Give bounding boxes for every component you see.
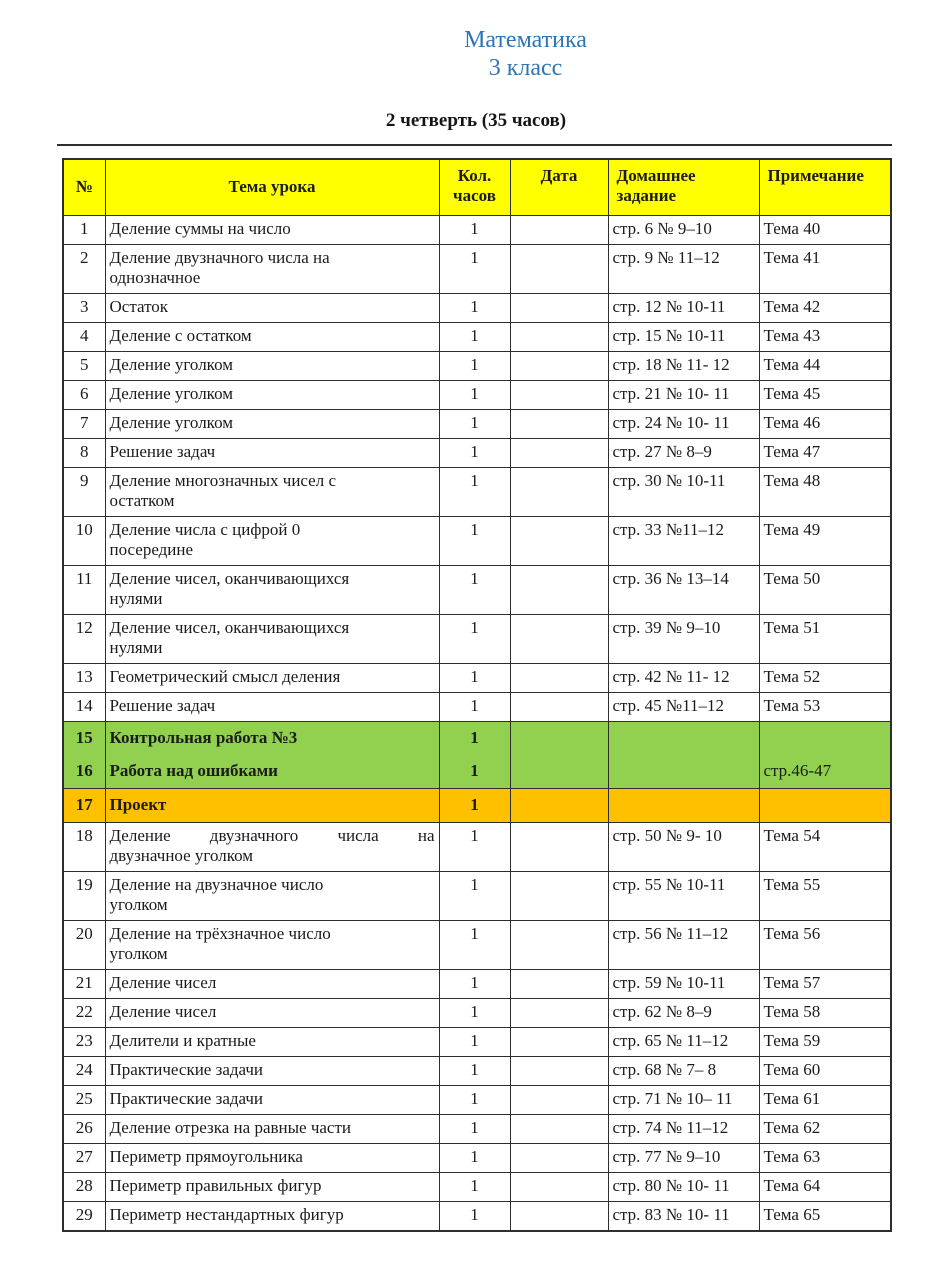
homework-cell: стр. 36 № 13–14 <box>608 565 759 614</box>
lesson-number-cell: 7 <box>63 409 105 438</box>
hours-cell: 1 <box>439 822 510 871</box>
note-cell: Тема 64 <box>759 1172 891 1201</box>
lesson-topic-cell: Деление чисел, оканчивающихся нулями <box>105 565 439 614</box>
hours-cell: 1 <box>439 351 510 380</box>
col-header-date: Дата <box>510 159 608 216</box>
table-row <box>63 1143 891 1172</box>
date-cell <box>510 467 608 516</box>
table-row <box>63 293 891 322</box>
lesson-number-cell: 4 <box>63 322 105 351</box>
homework-cell: стр. 27 № 8–9 <box>608 438 759 467</box>
lesson-topic-cell: Контрольная работа №3 <box>105 721 439 755</box>
hours-cell: 1 <box>439 692 510 721</box>
table-row <box>63 822 891 871</box>
date-cell <box>510 692 608 721</box>
hours-cell: 1 <box>439 1085 510 1114</box>
lesson-topic-cell: Деление многозначных чисел с остатком <box>105 467 439 516</box>
lesson-number-cell: 22 <box>63 998 105 1027</box>
date-cell <box>510 1201 608 1231</box>
date-cell <box>510 1085 608 1114</box>
homework-cell: стр. 83 № 10- 11 <box>608 1201 759 1231</box>
hours-cell: 1 <box>439 565 510 614</box>
hours-cell: 1 <box>439 788 510 822</box>
date-cell <box>510 565 608 614</box>
lesson-topic-cell: Делители и кратные <box>105 1027 439 1056</box>
lesson-plan-table <box>62 158 892 1232</box>
table-row <box>63 244 891 293</box>
lesson-number-cell: 23 <box>63 1027 105 1056</box>
date-cell <box>510 215 608 244</box>
homework-cell: стр. 45 №11–12 <box>608 692 759 721</box>
date-cell <box>510 788 608 822</box>
hours-cell: 1 <box>439 663 510 692</box>
lesson-number-cell: 9 <box>63 467 105 516</box>
lesson-topic-cell: Практические задачи <box>105 1056 439 1085</box>
lesson-topic-cell: Решение задач <box>105 438 439 467</box>
note-cell: Тема 49 <box>759 516 891 565</box>
homework-cell: стр. 33 №11–12 <box>608 516 759 565</box>
homework-cell: стр. 39 № 9–10 <box>608 614 759 663</box>
col-header-number: № <box>63 159 105 216</box>
date-cell <box>510 663 608 692</box>
hours-cell: 1 <box>439 244 510 293</box>
lesson-topic-cell: Деление уголком <box>105 380 439 409</box>
doc-title-grade: 3 класс <box>488 54 563 81</box>
note-cell: Тема 51 <box>759 614 891 663</box>
note-cell: Тема 52 <box>759 663 891 692</box>
homework-cell <box>608 721 759 755</box>
homework-cell: стр. 21 № 10- 11 <box>608 380 759 409</box>
date-cell <box>510 755 608 789</box>
doc-subtitle-quarter: 2 четверть (35 часов) <box>385 109 567 131</box>
lesson-topic-cell: Деление двузначного числа на однозначное <box>105 244 439 293</box>
note-cell: Тема 42 <box>759 293 891 322</box>
note-cell: Тема 62 <box>759 1114 891 1143</box>
lesson-topic-cell: Геометрический смысл деления <box>105 663 439 692</box>
homework-cell: стр. 6 № 9–10 <box>608 215 759 244</box>
lesson-number-cell: 13 <box>63 663 105 692</box>
hours-cell: 1 <box>439 1201 510 1231</box>
date-cell <box>510 438 608 467</box>
lesson-number-cell: 6 <box>63 380 105 409</box>
date-cell <box>510 721 608 755</box>
homework-cell: стр. 65 № 11–12 <box>608 1027 759 1056</box>
lesson-topic-cell: Деление на трёхзначное число уголком <box>105 920 439 969</box>
table-row <box>63 1201 891 1231</box>
hours-cell: 1 <box>439 516 510 565</box>
hours-cell: 1 <box>439 920 510 969</box>
date-cell <box>510 1172 608 1201</box>
table-row <box>63 614 891 663</box>
homework-cell: стр. 9 № 11–12 <box>608 244 759 293</box>
lesson-topic-cell: Деление двузначного числа на двузначное уголком <box>105 822 439 871</box>
date-cell <box>510 516 608 565</box>
note-cell: Тема 57 <box>759 969 891 998</box>
note-cell: Тема 56 <box>759 920 891 969</box>
note-cell <box>759 721 891 755</box>
date-cell <box>510 614 608 663</box>
hours-cell: 1 <box>439 1027 510 1056</box>
hours-cell: 1 <box>439 409 510 438</box>
note-cell: Тема 58 <box>759 998 891 1027</box>
homework-cell: стр. 24 № 10- 11 <box>608 409 759 438</box>
homework-cell: стр. 59 № 10-11 <box>608 969 759 998</box>
table-row <box>63 467 891 516</box>
date-cell <box>510 1027 608 1056</box>
lesson-number-cell: 21 <box>63 969 105 998</box>
hours-cell: 1 <box>439 215 510 244</box>
lesson-number-cell: 12 <box>63 614 105 663</box>
note-cell: Тема 46 <box>759 409 891 438</box>
lesson-number-cell: 17 <box>63 788 105 822</box>
note-cell: Тема 60 <box>759 1056 891 1085</box>
lesson-number-cell: 27 <box>63 1143 105 1172</box>
lesson-topic-cell: Остаток <box>105 293 439 322</box>
note-cell: Тема 47 <box>759 438 891 467</box>
lesson-number-cell: 18 <box>63 822 105 871</box>
hours-cell: 1 <box>439 969 510 998</box>
table-row <box>63 788 891 822</box>
homework-cell: стр. 80 № 10- 11 <box>608 1172 759 1201</box>
lesson-topic-cell: Деление уголком <box>105 351 439 380</box>
hours-cell: 1 <box>439 721 510 755</box>
lesson-number-cell: 11 <box>63 565 105 614</box>
note-cell: Тема 54 <box>759 822 891 871</box>
table-row <box>63 663 891 692</box>
homework-cell: стр. 50 № 9- 10 <box>608 822 759 871</box>
table-row <box>63 322 891 351</box>
date-cell <box>510 871 608 920</box>
table-row <box>63 409 891 438</box>
table-body <box>63 215 891 1231</box>
doc-title-subject: Математика <box>464 27 587 53</box>
col-header-hours: Кол. часов <box>439 159 510 216</box>
table-row <box>63 516 891 565</box>
date-cell <box>510 1056 608 1085</box>
table-row <box>63 998 891 1027</box>
table-row <box>63 721 891 755</box>
lesson-topic-cell: Деление чисел <box>105 969 439 998</box>
document-page <box>0 27 941 1280</box>
lesson-topic-cell: Периметр правильных фигур <box>105 1172 439 1201</box>
lesson-number-cell: 5 <box>63 351 105 380</box>
homework-cell: стр. 62 № 8–9 <box>608 998 759 1027</box>
hours-cell: 1 <box>439 755 510 789</box>
note-cell: стр.46-47 <box>759 755 891 789</box>
lesson-number-cell: 2 <box>63 244 105 293</box>
homework-cell: стр. 74 № 11–12 <box>608 1114 759 1143</box>
col-header-homework: Домашнее задание <box>608 159 759 216</box>
lesson-number-cell: 19 <box>63 871 105 920</box>
col-header-note: Примечание <box>759 159 891 216</box>
lesson-topic-cell: Периметр прямоугольника <box>105 1143 439 1172</box>
note-cell: Тема 40 <box>759 215 891 244</box>
homework-cell: стр. 55 № 10-11 <box>608 871 759 920</box>
table-header-row <box>63 159 891 216</box>
lesson-number-cell: 25 <box>63 1085 105 1114</box>
hours-cell: 1 <box>439 1172 510 1201</box>
date-cell <box>510 998 608 1027</box>
date-cell <box>510 244 608 293</box>
date-cell <box>510 1114 608 1143</box>
table-top-rule <box>57 144 892 146</box>
hours-cell: 1 <box>439 1143 510 1172</box>
homework-cell: стр. 71 № 10– 11 <box>608 1085 759 1114</box>
lesson-topic-cell: Деление числа с цифрой 0 посередине <box>105 516 439 565</box>
date-cell <box>510 920 608 969</box>
note-cell: Тема 59 <box>759 1027 891 1056</box>
hours-cell: 1 <box>439 293 510 322</box>
homework-cell: стр. 77 № 9–10 <box>608 1143 759 1172</box>
table-row <box>63 215 891 244</box>
hours-cell: 1 <box>439 467 510 516</box>
date-cell <box>510 293 608 322</box>
col-header-topic: Тема урока <box>105 159 439 216</box>
table-row <box>63 920 891 969</box>
lesson-topic-cell: Деление чисел <box>105 998 439 1027</box>
lesson-topic-cell: Деление на двузначное число уголком <box>105 871 439 920</box>
table-row <box>63 380 891 409</box>
date-cell <box>510 351 608 380</box>
lesson-number-cell: 20 <box>63 920 105 969</box>
table-row <box>63 1172 891 1201</box>
homework-cell: стр. 56 № 11–12 <box>608 920 759 969</box>
table-row <box>63 692 891 721</box>
note-cell <box>759 788 891 822</box>
date-cell <box>510 1143 608 1172</box>
hours-cell: 1 <box>439 998 510 1027</box>
note-cell: Тема 55 <box>759 871 891 920</box>
date-cell <box>510 969 608 998</box>
hours-cell: 1 <box>439 322 510 351</box>
date-cell <box>510 822 608 871</box>
lesson-topic-cell: Деление уголком <box>105 409 439 438</box>
lesson-topic-cell: Деление с остатком <box>105 322 439 351</box>
table-row <box>63 438 891 467</box>
table-row <box>63 1114 891 1143</box>
homework-cell: стр. 18 № 11- 12 <box>608 351 759 380</box>
date-cell <box>510 380 608 409</box>
hours-cell: 1 <box>439 1056 510 1085</box>
note-cell: Тема 44 <box>759 351 891 380</box>
note-cell: Тема 65 <box>759 1201 891 1231</box>
homework-cell: стр. 68 № 7– 8 <box>608 1056 759 1085</box>
lesson-topic-cell: Работа над ошибками <box>105 755 439 789</box>
table-row <box>63 871 891 920</box>
table-row <box>63 1085 891 1114</box>
hours-cell: 1 <box>439 380 510 409</box>
hours-cell: 1 <box>439 614 510 663</box>
note-cell: Тема 53 <box>759 692 891 721</box>
note-cell: Тема 48 <box>759 467 891 516</box>
lesson-topic-cell: Практические задачи <box>105 1085 439 1114</box>
homework-cell <box>608 755 759 789</box>
note-cell: Тема 45 <box>759 380 891 409</box>
date-cell <box>510 409 608 438</box>
homework-cell: стр. 12 № 10-11 <box>608 293 759 322</box>
hours-cell: 1 <box>439 438 510 467</box>
table-row <box>63 1056 891 1085</box>
lesson-number-cell: 14 <box>63 692 105 721</box>
homework-cell: стр. 42 № 11- 12 <box>608 663 759 692</box>
homework-cell <box>608 788 759 822</box>
lesson-topic-cell: Деление суммы на число <box>105 215 439 244</box>
homework-cell: стр. 15 № 10-11 <box>608 322 759 351</box>
note-cell: Тема 61 <box>759 1085 891 1114</box>
doc-title <box>55 27 941 83</box>
homework-cell: стр. 30 № 10-11 <box>608 467 759 516</box>
note-cell: Тема 50 <box>759 565 891 614</box>
lesson-topic-cell: Деление отрезка на равные части <box>105 1114 439 1143</box>
lesson-number-cell: 28 <box>63 1172 105 1201</box>
hours-cell: 1 <box>439 1114 510 1143</box>
hours-cell: 1 <box>439 871 510 920</box>
lesson-number-cell: 8 <box>63 438 105 467</box>
table-row <box>63 1027 891 1056</box>
table-row <box>63 565 891 614</box>
lesson-number-cell: 29 <box>63 1201 105 1231</box>
date-cell <box>510 322 608 351</box>
lesson-number-cell: 3 <box>63 293 105 322</box>
lesson-number-cell: 24 <box>63 1056 105 1085</box>
lesson-topic-cell: Проект <box>105 788 439 822</box>
table-row <box>63 755 891 789</box>
lesson-topic-cell: Деление чисел, оканчивающихся нулями <box>105 614 439 663</box>
note-cell: Тема 43 <box>759 322 891 351</box>
lesson-number-cell: 1 <box>63 215 105 244</box>
lesson-topic-cell: Периметр нестандартных фигур <box>105 1201 439 1231</box>
lesson-number-cell: 10 <box>63 516 105 565</box>
table-row <box>63 969 891 998</box>
lesson-number-cell: 15 <box>63 721 105 755</box>
note-cell: Тема 63 <box>759 1143 891 1172</box>
lesson-topic-cell: Решение задач <box>105 692 439 721</box>
lesson-number-cell: 16 <box>63 755 105 789</box>
note-cell: Тема 41 <box>759 244 891 293</box>
table-row <box>63 351 891 380</box>
lesson-number-cell: 26 <box>63 1114 105 1143</box>
